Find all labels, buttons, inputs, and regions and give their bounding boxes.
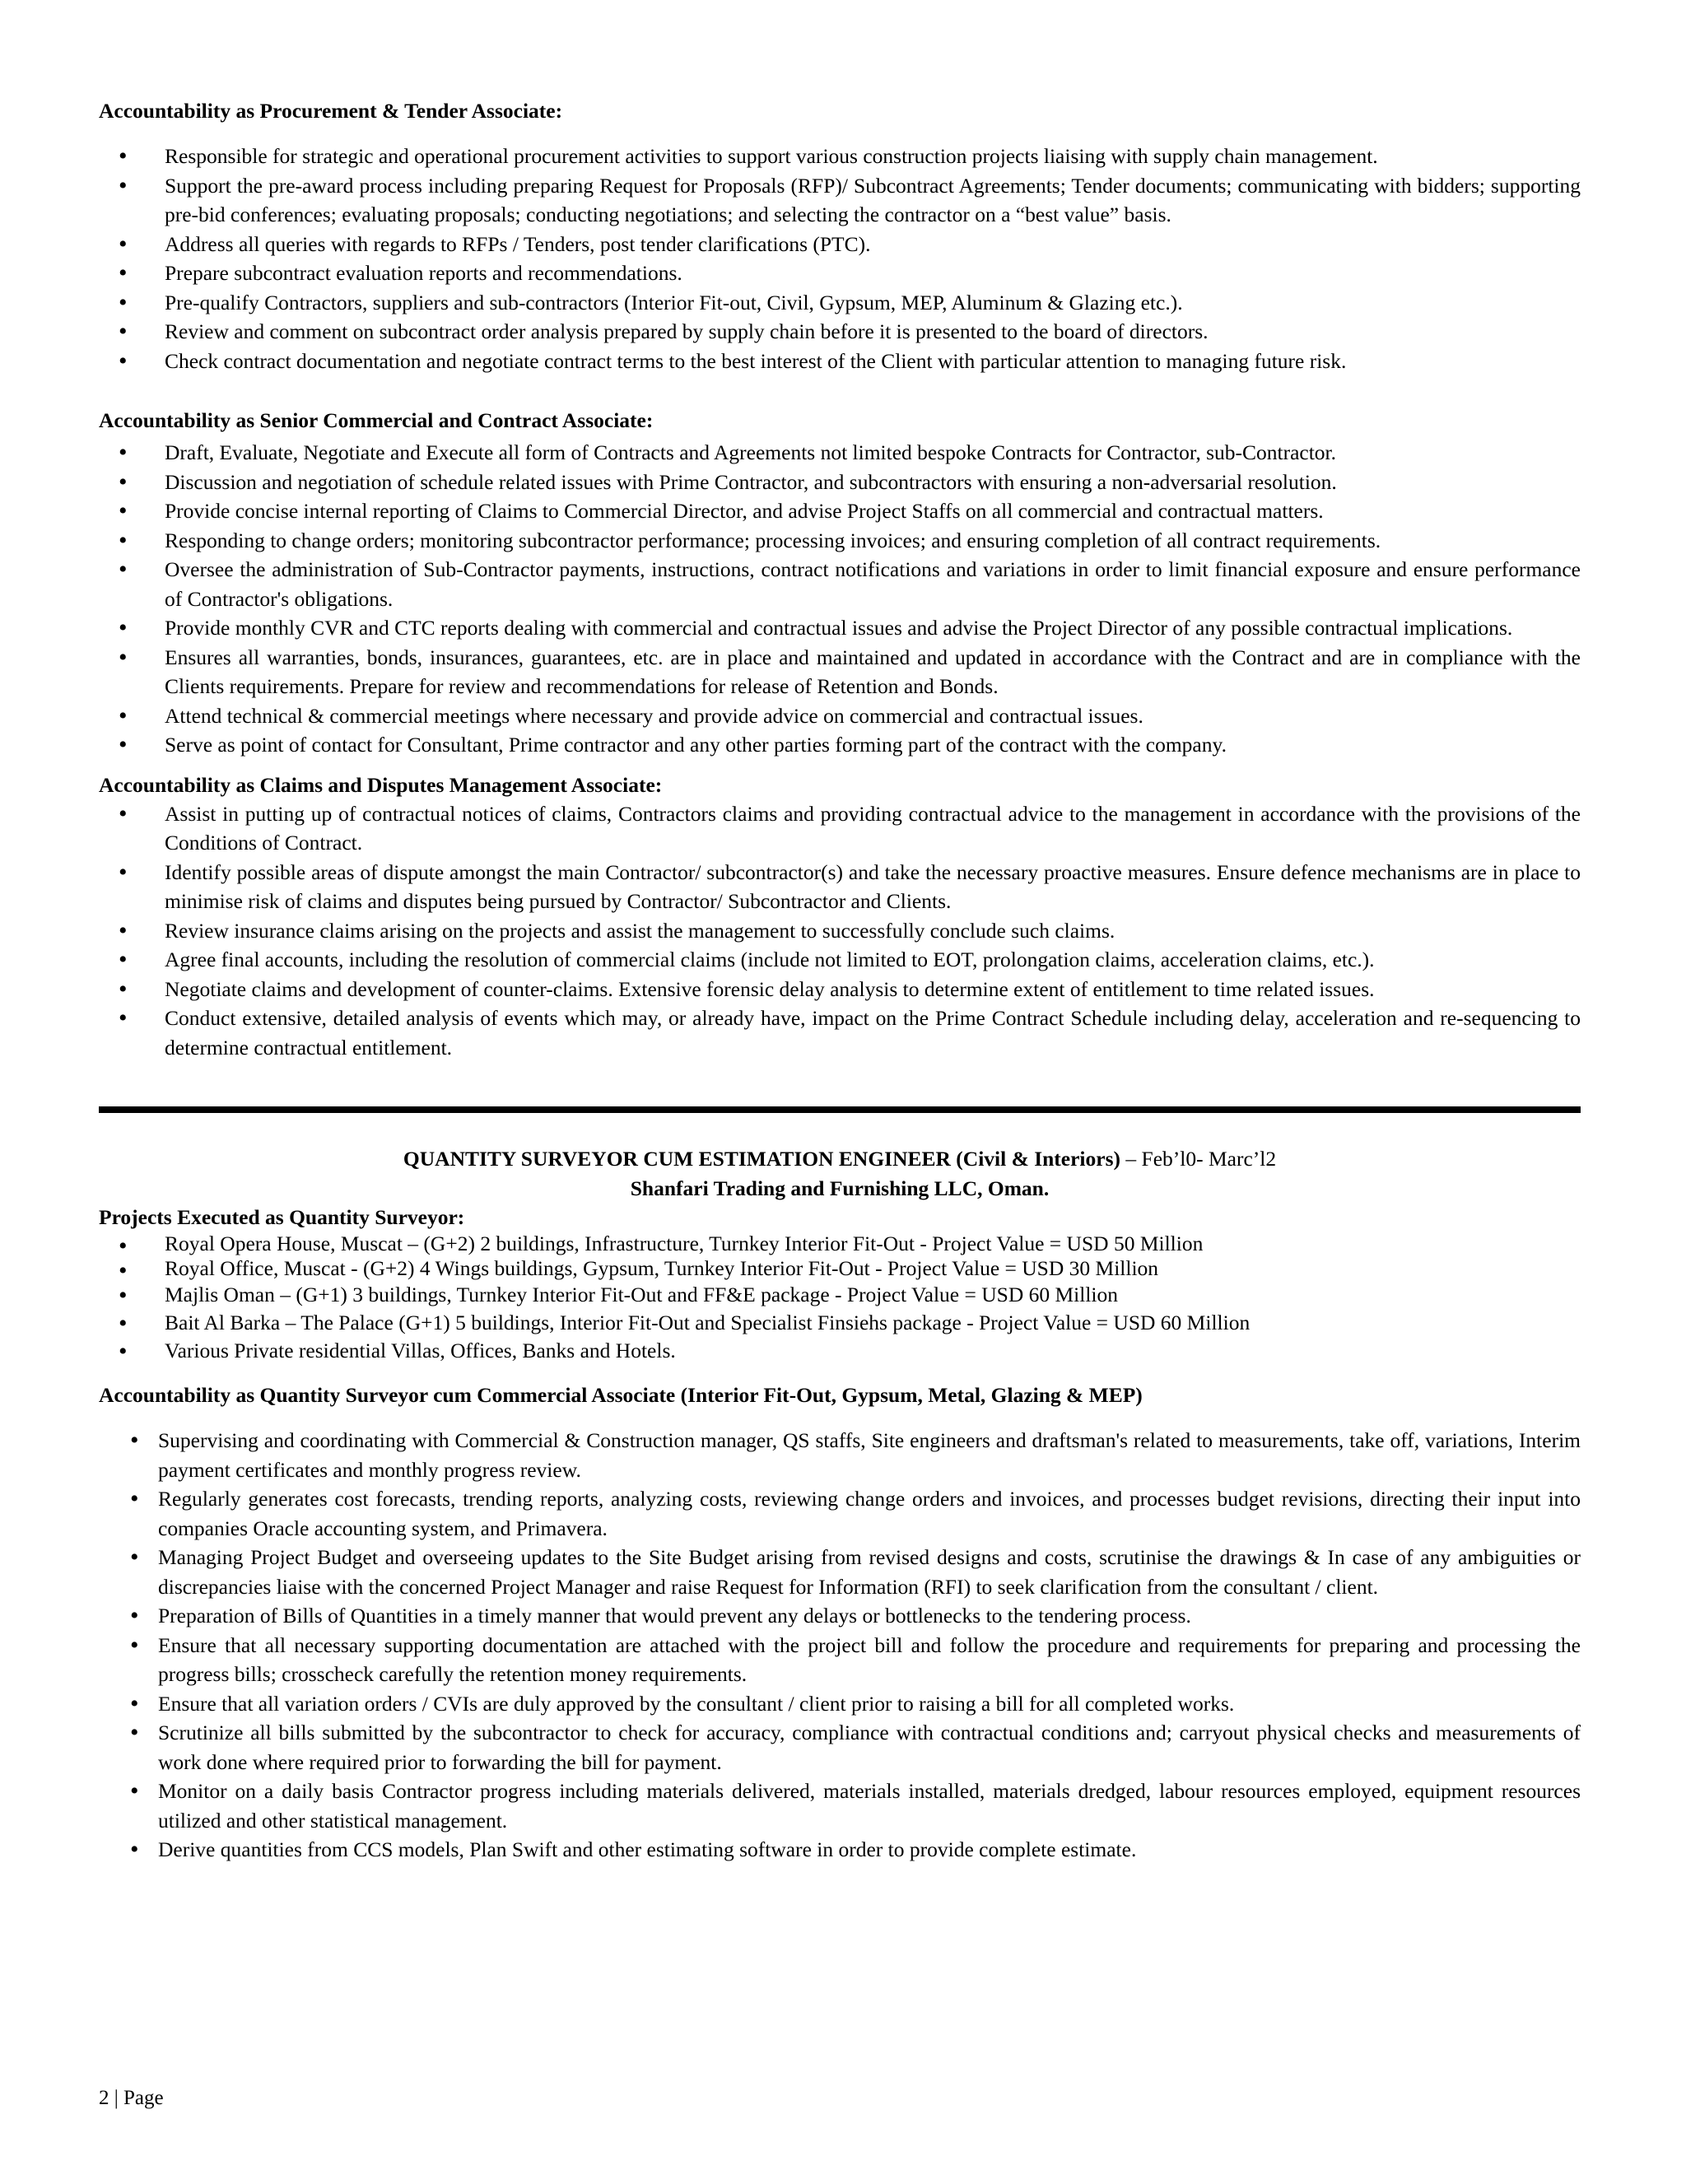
qs-heading: Accountability as Quantity Surveyor cum Commercial Associate (Interior Fit-Out, Gypsum, Metal, Glazing & MEP) xyxy=(99,1383,1143,1407)
list-item: • Serve as point of contact for Consultant, Prime contractor and any other parties forming part of the contract with the company. xyxy=(99,730,1581,760)
list-item: • Identify possible areas of dispute amongst the main Contractor/ subcontractor(s) and take the necessary proactive measures. Ensure defence mechanisms are in place to minimise risk of claims and disputes being pursued by Contractor/ Subcontractor and Clients. xyxy=(99,858,1581,916)
resume-page xyxy=(99,97,1581,1865)
claims-heading: Accountability as Claims and Disputes Management Associate: xyxy=(99,772,663,797)
list-item: • Monitor on a daily basis Contractor progress including materials delivered, materials installed, materials dredged, labour resources employed, equipment resources utilized and other statistical management. xyxy=(99,1777,1581,1835)
list-item: • Oversee the administration of Sub-Contractor payments, instructions, contract notifications and variations in order to limit financial exposure and ensure performance of Contractor's obligations. xyxy=(99,555,1581,613)
list-item: • Review and comment on subcontract order analysis prepared by supply chain before it is presented to the board of directors. xyxy=(99,317,1581,347)
list-item: • Preparation of Bills of Quantities in a timely manner that would prevent any delays or bottlenecks to the tendering process. xyxy=(99,1601,1581,1631)
list-item: • Discussion and negotiation of schedule related issues with Prime Contractor, and subcontractors with ensuring a non-adversarial resolution. xyxy=(99,468,1581,497)
commercial-list xyxy=(99,438,1581,760)
list-item: • Royal Opera House, Muscat – (G+2) 2 buildings, Infrastructure, Turnkey Interior Fit-Out - Project Value = USD 50 Million xyxy=(99,1232,1581,1256)
list-item: • Check contract documentation and negotiate contract terms to the best interest of the Client with particular attention to managing future risk. xyxy=(99,347,1581,376)
list-item: • Agree final accounts, including the resolution of commercial claims (include not limited to EOT, prolongation claims, acceleration claims, etc.). xyxy=(99,945,1581,975)
list-item: • Review insurance claims arising on the projects and assist the management to successfully conclude such claims. xyxy=(99,916,1581,946)
list-item: • Ensures all warranties, bonds, insurances, guarantees, etc. are in place and maintained and updated in accordance with the Contract and are in compliance with the Clients requirements. Prepare for review and recommendations for release of Retention and Bonds. xyxy=(99,643,1581,701)
procurement-list xyxy=(99,142,1581,375)
company-label: Shanfari Trading and Furnishing LLC, Oman. xyxy=(630,1176,1050,1200)
projects-heading: Projects Executed as Quantity Surveyor: xyxy=(99,1205,465,1229)
job-title-line xyxy=(99,1144,1581,1174)
page-number: 2 | Page xyxy=(99,2087,164,2109)
job-dates: – Feb’l0- Marc’l2 xyxy=(1120,1147,1277,1171)
list-item: • Majlis Oman – (G+1) 3 buildings, Turnkey Interior Fit-Out and FF&E package - Project Value = USD 60 Million xyxy=(99,1281,1581,1309)
list-item: • Supervising and coordinating with Commercial & Construction manager, QS staffs, Site engineers and draftsman's related to measurements, take off, variations, Interim payment certificates and monthly progress review. xyxy=(99,1426,1581,1484)
list-item: • Managing Project Budget and overseeing updates to the Site Budget arising from revised designs and costs, scrutinise the drawings & In case of any ambiguities or discrepancies liaise with the concerned Project Manager and raise Request for Information (RFI) to seek clarification from the consultant / client. xyxy=(99,1543,1581,1601)
list-item: • Derive quantities from CCS models, Plan Swift and other estimating software in order to provide complete estimate. xyxy=(99,1835,1581,1865)
company-name xyxy=(99,1174,1581,1204)
list-item: • Attend technical & commercial meetings where necessary and provide advice on commercial and contractual issues. xyxy=(99,701,1581,731)
list-item: • Responsible for strategic and operational procurement activities to support various construction projects liaising with supply chain management. xyxy=(99,142,1581,171)
list-item: • Negotiate claims and development of counter-claims. Extensive forensic delay analysis to determine extent of entitlement to time related issues. xyxy=(99,975,1581,1004)
list-item: • Scrutinize all bills submitted by the subcontractor to check for accuracy, compliance with contractual conditions and; carryout physical checks and measurements of work done where required prior to forwarding the bill for payment. xyxy=(99,1718,1581,1777)
list-item: • Conduct extensive, detailed analysis of events which may, or already have, impact on the Prime Contract Schedule including delay, acceleration and re-sequencing to determine contractual entitlement. xyxy=(99,1004,1581,1062)
procurement-heading: Accountability as Procurement & Tender Associate: xyxy=(99,99,563,123)
commercial-heading: Accountability as Senior Commercial and Contract Associate: xyxy=(99,408,654,432)
list-item: • Provide concise internal reporting of Claims to Commercial Director, and advise Project Staffs on all commercial and contractual matters. xyxy=(99,496,1581,526)
list-item: • Provide monthly CVR and CTC reports dealing with commercial and contractual issues and advise the Project Director of any possible contractual implications. xyxy=(99,613,1581,643)
list-item: • Royal Office, Muscat - (G+2) 4 Wings buildings, Gypsum, Turnkey Interior Fit-Out - Project Value = USD 30 Million xyxy=(99,1256,1581,1281)
claims-list xyxy=(99,799,1581,1063)
list-item: • Address all queries with regards to RFPs / Tenders, post tender clarifications (PTC). xyxy=(99,230,1581,259)
list-item: • Ensure that all variation orders / CVIs are duly approved by the consultant / client prior to raising a bill for all completed works. xyxy=(99,1689,1581,1719)
list-item: • Assist in putting up of contractual notices of claims, Contractors claims and providing contractual advice to the management in accordance with the provisions of the Conditions of Contract. xyxy=(99,799,1581,858)
list-item: • Draft, Evaluate, Negotiate and Execute all form of Contracts and Agreements not limited bespoke Contracts for Contractor, sub-Contractor. xyxy=(99,438,1581,468)
qs-list xyxy=(99,1426,1581,1865)
list-item: • Support the pre-award process including preparing Request for Proposals (RFP)/ Subcontract Agreements; Tender documents; communicating with bidders; supporting pre-bid conferences; evaluating proposals; conducting negotiations; and selecting the contractor on a “best value” basis. xyxy=(99,171,1581,230)
list-item: • Bait Al Barka – The Palace (G+1) 5 buildings, Interior Fit-Out and Specialist Finsiehs package - Project Value = USD 60 Million xyxy=(99,1309,1581,1337)
projects-list xyxy=(99,1232,1581,1365)
list-item: • Various Private residential Villas, Offices, Banks and Hotels. xyxy=(99,1337,1581,1365)
list-item: • Regularly generates cost forecasts, trending reports, analyzing costs, reviewing change orders and invoices, and processes budget revisions, directing their input into companies Oracle accounting system, and Primavera. xyxy=(99,1484,1581,1543)
section-divider xyxy=(99,1106,1581,1113)
job-title: QUANTITY SURVEYOR CUM ESTIMATION ENGINEER (Civil & Interiors) xyxy=(403,1147,1121,1171)
list-item: • Prepare subcontract evaluation reports and recommendations. xyxy=(99,258,1581,288)
list-item: • Ensure that all necessary supporting documentation are attached with the project bill and follow the procedure and requirements for preparing and processing the progress bills; crosscheck carefully the retention money requirements. xyxy=(99,1631,1581,1689)
list-item: • Responding to change orders; monitoring subcontractor performance; processing invoices; and ensuring completion of all contract requirements. xyxy=(99,526,1581,556)
list-item: • Pre-qualify Contractors, suppliers and sub-contractors (Interior Fit-out, Civil, Gypsum, MEP, Aluminum & Glazing etc.). xyxy=(99,288,1581,318)
